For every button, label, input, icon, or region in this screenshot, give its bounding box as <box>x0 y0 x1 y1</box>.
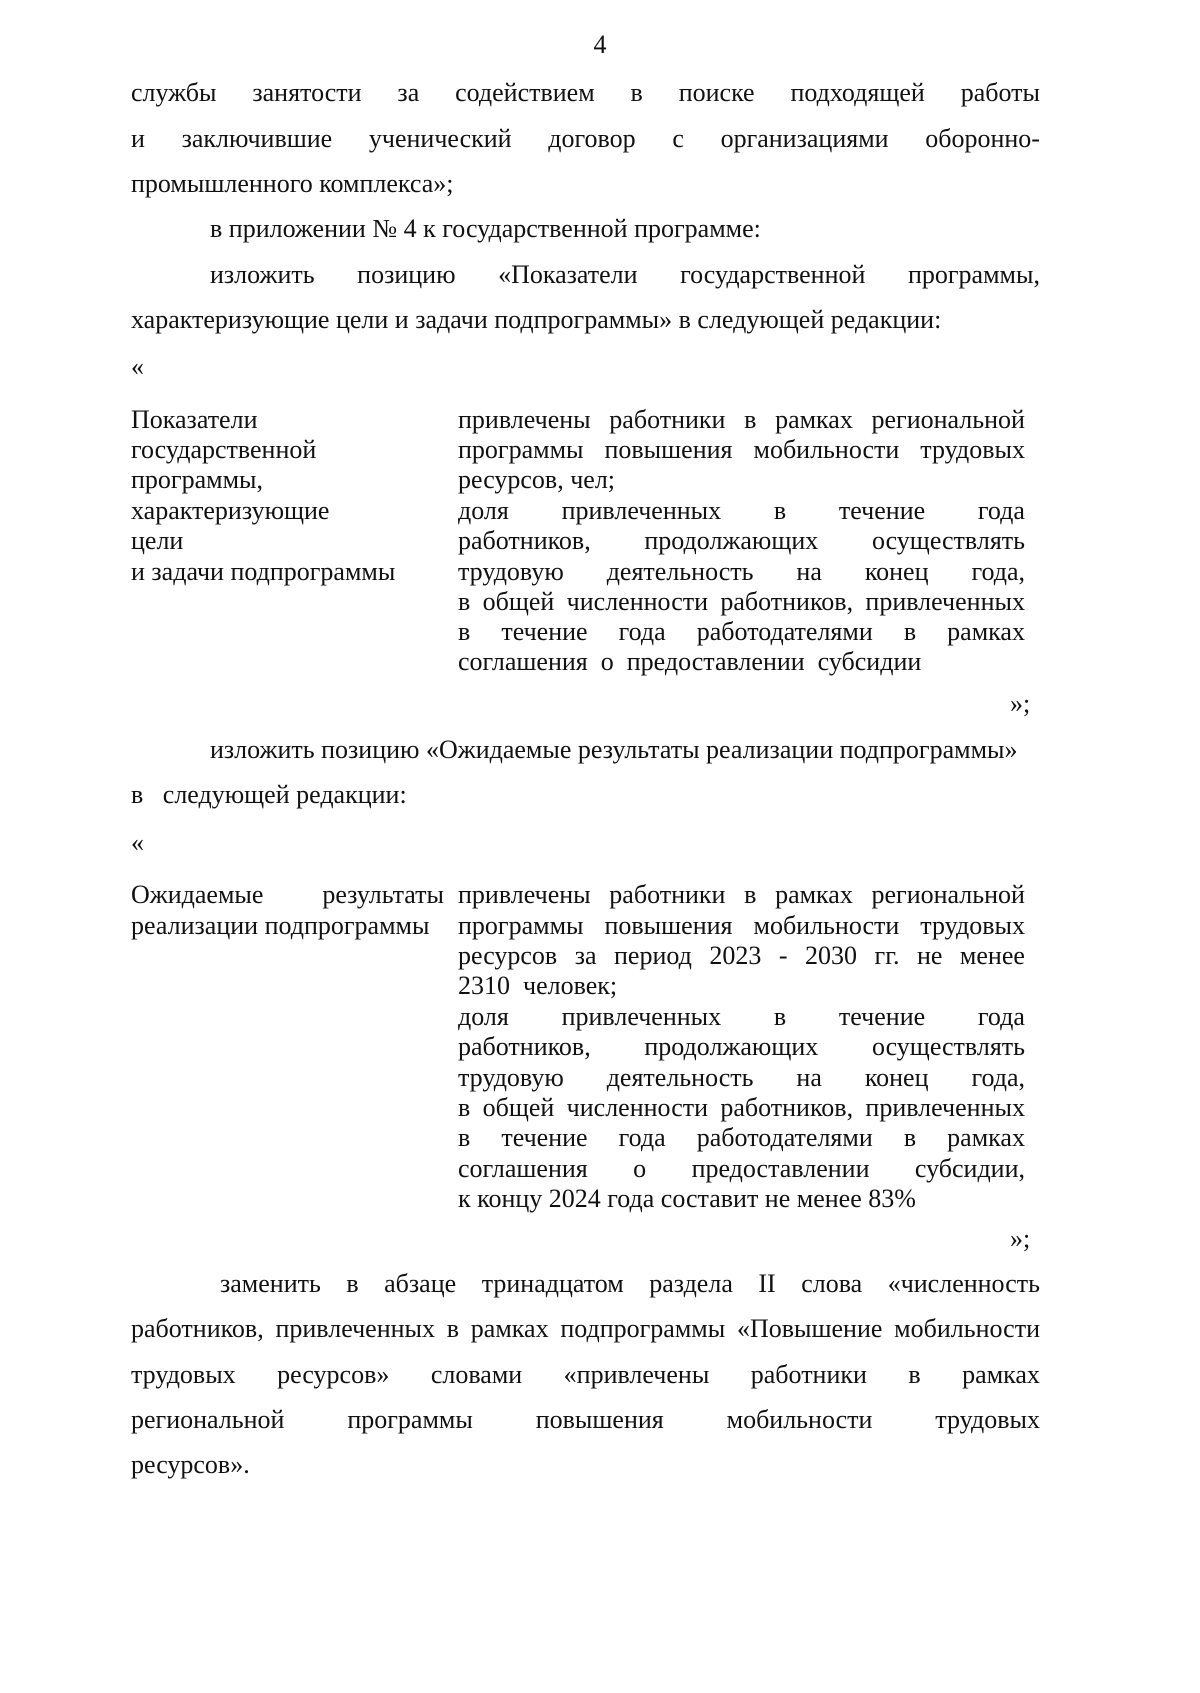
table1-right-line <box>458 557 1025 587</box>
word: года <box>977 1002 1025 1031</box>
table1-right-line <box>458 526 1025 556</box>
word: деятельность <box>606 1063 754 1092</box>
word: - <box>778 941 788 970</box>
word: работников, <box>131 1314 264 1343</box>
word: слова <box>801 1269 863 1298</box>
word: о <box>633 1154 647 1183</box>
word: года <box>618 1123 666 1152</box>
word: осуществлять <box>871 1032 1025 1061</box>
intro-line-1 <box>131 78 1040 108</box>
word: привлеченных <box>275 1314 436 1343</box>
table2-right-line <box>458 1002 1025 1032</box>
word: привлеченных <box>865 587 1025 616</box>
table1-right-line: соглашения о предоставлении субсидии <box>458 647 922 676</box>
word: рамках <box>947 1123 1025 1152</box>
word: привлечены <box>458 405 591 434</box>
word: работников, <box>458 1032 591 1061</box>
word: гг. <box>874 941 900 970</box>
word: работников, <box>720 1093 854 1122</box>
quote-open-2: « <box>131 828 144 857</box>
word: мобильности <box>753 911 900 940</box>
table1-left-line: государственной <box>131 435 317 464</box>
table2-right-line <box>458 1154 1025 1184</box>
word: программы <box>458 435 584 464</box>
word: мобильности <box>726 1405 873 1434</box>
word: года, <box>971 557 1025 586</box>
word: соглашения <box>458 1154 588 1183</box>
quote-close-2: »; <box>1010 1224 1031 1253</box>
word: мобильности <box>894 1314 1040 1343</box>
word: региональной <box>131 1405 285 1434</box>
word: Ожидаемые <box>131 880 264 909</box>
word: на <box>796 557 822 586</box>
word: в <box>458 1123 471 1152</box>
position1-line-1 <box>210 260 1040 290</box>
page-number: 4 <box>593 30 607 59</box>
word: «численность <box>887 1269 1040 1298</box>
word: конец <box>864 557 929 586</box>
replace-line-5: ресурсов». <box>131 1450 250 1479</box>
word: года <box>977 496 1025 525</box>
word: заменить <box>220 1269 321 1298</box>
word: договор <box>548 124 636 153</box>
word: трудовых <box>935 1405 1040 1434</box>
word: доля <box>458 496 509 525</box>
table1-left-line: цели <box>131 526 184 555</box>
word: за <box>397 78 420 107</box>
word: в <box>458 1093 471 1122</box>
position2-line-2: в следующей редакции: <box>131 780 407 809</box>
word: привлеченных <box>561 496 722 525</box>
word: повышения <box>604 911 733 940</box>
table1-right-line <box>458 435 1025 465</box>
table1-left-line: характеризующие <box>131 496 330 525</box>
word: рамках <box>947 617 1025 646</box>
word: работников, <box>720 587 854 616</box>
word: осуществлять <box>871 526 1025 555</box>
word: поиске <box>678 78 755 107</box>
word: на <box>796 1063 822 1092</box>
word: заключившие <box>181 124 333 153</box>
quote-open-1: « <box>131 352 144 381</box>
word: доля <box>458 1002 509 1031</box>
word: подпрограммы <box>560 1314 726 1343</box>
word: течение <box>501 617 588 646</box>
word: содействием <box>455 78 595 107</box>
word: в <box>458 587 471 616</box>
word: подходящей <box>790 78 925 107</box>
word: с <box>672 124 684 153</box>
replace-line-3 <box>131 1360 1040 1390</box>
word: организациями <box>720 124 889 153</box>
word: тринадцатом <box>481 1269 624 1298</box>
replace-line-4 <box>131 1405 1040 1435</box>
word: продолжающих <box>644 526 819 555</box>
word: трудовых <box>131 1360 236 1389</box>
word: года <box>618 617 666 646</box>
word: работники <box>609 880 726 909</box>
word: абзаце <box>384 1269 457 1298</box>
word: привлеченных <box>561 1002 722 1031</box>
word: трудовую <box>458 1063 564 1092</box>
word: 2023 <box>709 941 762 970</box>
word: общей <box>482 587 555 616</box>
word: в <box>630 78 643 107</box>
word: в <box>773 1002 787 1031</box>
word: работники <box>609 405 726 434</box>
word: в <box>446 1314 460 1343</box>
table1-left-line: и задачи подпрограммы <box>131 557 396 586</box>
word: повышения <box>604 435 733 464</box>
word: привлеченных <box>865 1093 1025 1122</box>
word: численности <box>566 1093 709 1122</box>
word: конец <box>864 1063 929 1092</box>
word: рамках <box>470 1314 549 1343</box>
word: ресурсов <box>458 941 558 970</box>
word: рамках <box>775 405 853 434</box>
word: работники <box>750 1360 867 1389</box>
word: работников, <box>458 526 591 555</box>
table2-right-line <box>458 1032 1025 1062</box>
table2-right-line: 2310 человек; <box>458 971 618 1000</box>
word: оборонно- <box>925 124 1040 153</box>
word: года, <box>971 1063 1025 1092</box>
word: в <box>903 617 917 646</box>
table1-right-line <box>458 587 1025 617</box>
word: «привлечены <box>563 1360 710 1389</box>
table1-left-line: Показатели <box>131 405 258 434</box>
word: течение <box>501 1123 588 1152</box>
table2-right-line <box>458 1093 1025 1123</box>
word: работодателями <box>696 617 873 646</box>
word: «Показатели <box>498 260 638 289</box>
word: службы <box>131 78 217 107</box>
word: в <box>773 496 787 525</box>
word: региональной <box>871 405 1025 434</box>
table2-left-line: реализации подпрограммы <box>131 911 430 940</box>
word: в <box>903 1123 917 1152</box>
table1-right-line <box>458 496 1025 526</box>
word: в <box>908 1360 921 1389</box>
word: ресурсов» <box>277 1360 390 1389</box>
word: в <box>744 880 757 909</box>
table1-right-line: ресурсов, чел; <box>458 465 616 494</box>
word: изложить <box>210 260 315 289</box>
word: рамках <box>775 880 853 909</box>
position2-line-1: изложить позицию «Ожидаемые результаты реализации подпрограммы» <box>210 735 1018 764</box>
intro-line-2 <box>131 124 1040 154</box>
word: трудовых <box>920 435 1025 464</box>
word: трудовых <box>920 911 1025 940</box>
word: предоставлении <box>691 1154 870 1183</box>
word: позицию <box>357 260 456 289</box>
word: работы <box>960 78 1040 107</box>
word: трудовую <box>458 557 564 586</box>
word: II <box>758 1269 776 1298</box>
word: течение <box>838 496 926 525</box>
word: не <box>916 941 943 970</box>
table2-right-line <box>458 1063 1025 1093</box>
word: течение <box>838 1002 926 1031</box>
word: за <box>574 941 597 970</box>
position1-line-2: характеризующие цели и задачи подпрограммы» в следующей редакции: <box>131 305 942 334</box>
replace-line-2 <box>131 1314 1040 1344</box>
word: государственной <box>680 260 866 289</box>
word: раздела <box>649 1269 733 1298</box>
word: в <box>744 405 757 434</box>
word: деятельность <box>606 557 754 586</box>
word: повышения <box>535 1405 664 1434</box>
word: ученический <box>368 124 512 153</box>
word: менее <box>959 941 1025 970</box>
word: рамках <box>962 1360 1040 1389</box>
table2-right-line <box>458 911 1025 941</box>
word: результаты <box>322 880 444 909</box>
word: программы <box>458 911 584 940</box>
word: мобильности <box>753 435 900 464</box>
word: численности <box>566 587 709 616</box>
word: субсидии, <box>914 1154 1025 1183</box>
replace-line-1 <box>220 1269 1040 1299</box>
intro-line-3: промышленного комплекса»; <box>131 169 454 198</box>
table1-right-line <box>458 617 1025 647</box>
word: программы <box>347 1405 473 1434</box>
word: региональной <box>871 880 1025 909</box>
word: и <box>131 124 145 153</box>
word: программы, <box>907 260 1040 289</box>
table2-right-line <box>458 880 1025 910</box>
table1-left-line: программы, <box>131 465 263 494</box>
word: словами <box>430 1360 523 1389</box>
word: «Повышение <box>736 1314 883 1343</box>
word: 2030 <box>805 941 858 970</box>
table2-right-line <box>458 1123 1025 1153</box>
table2-left-line <box>131 880 444 910</box>
word: занятости <box>252 78 362 107</box>
quote-close-1: »; <box>1010 689 1031 718</box>
word: в <box>458 617 471 646</box>
word: продолжающих <box>644 1032 819 1061</box>
table2-right-line <box>458 941 1025 971</box>
word: период <box>614 941 692 970</box>
appendix-line: в приложении № 4 к государственной программе: <box>210 214 761 243</box>
word: в <box>346 1269 359 1298</box>
table1-right-line <box>458 405 1025 435</box>
word: общей <box>482 1093 555 1122</box>
word: работодателями <box>696 1123 873 1152</box>
word: привлечены <box>458 880 591 909</box>
table2-right-line: к концу 2024 года составит не менее 83% <box>458 1184 916 1213</box>
